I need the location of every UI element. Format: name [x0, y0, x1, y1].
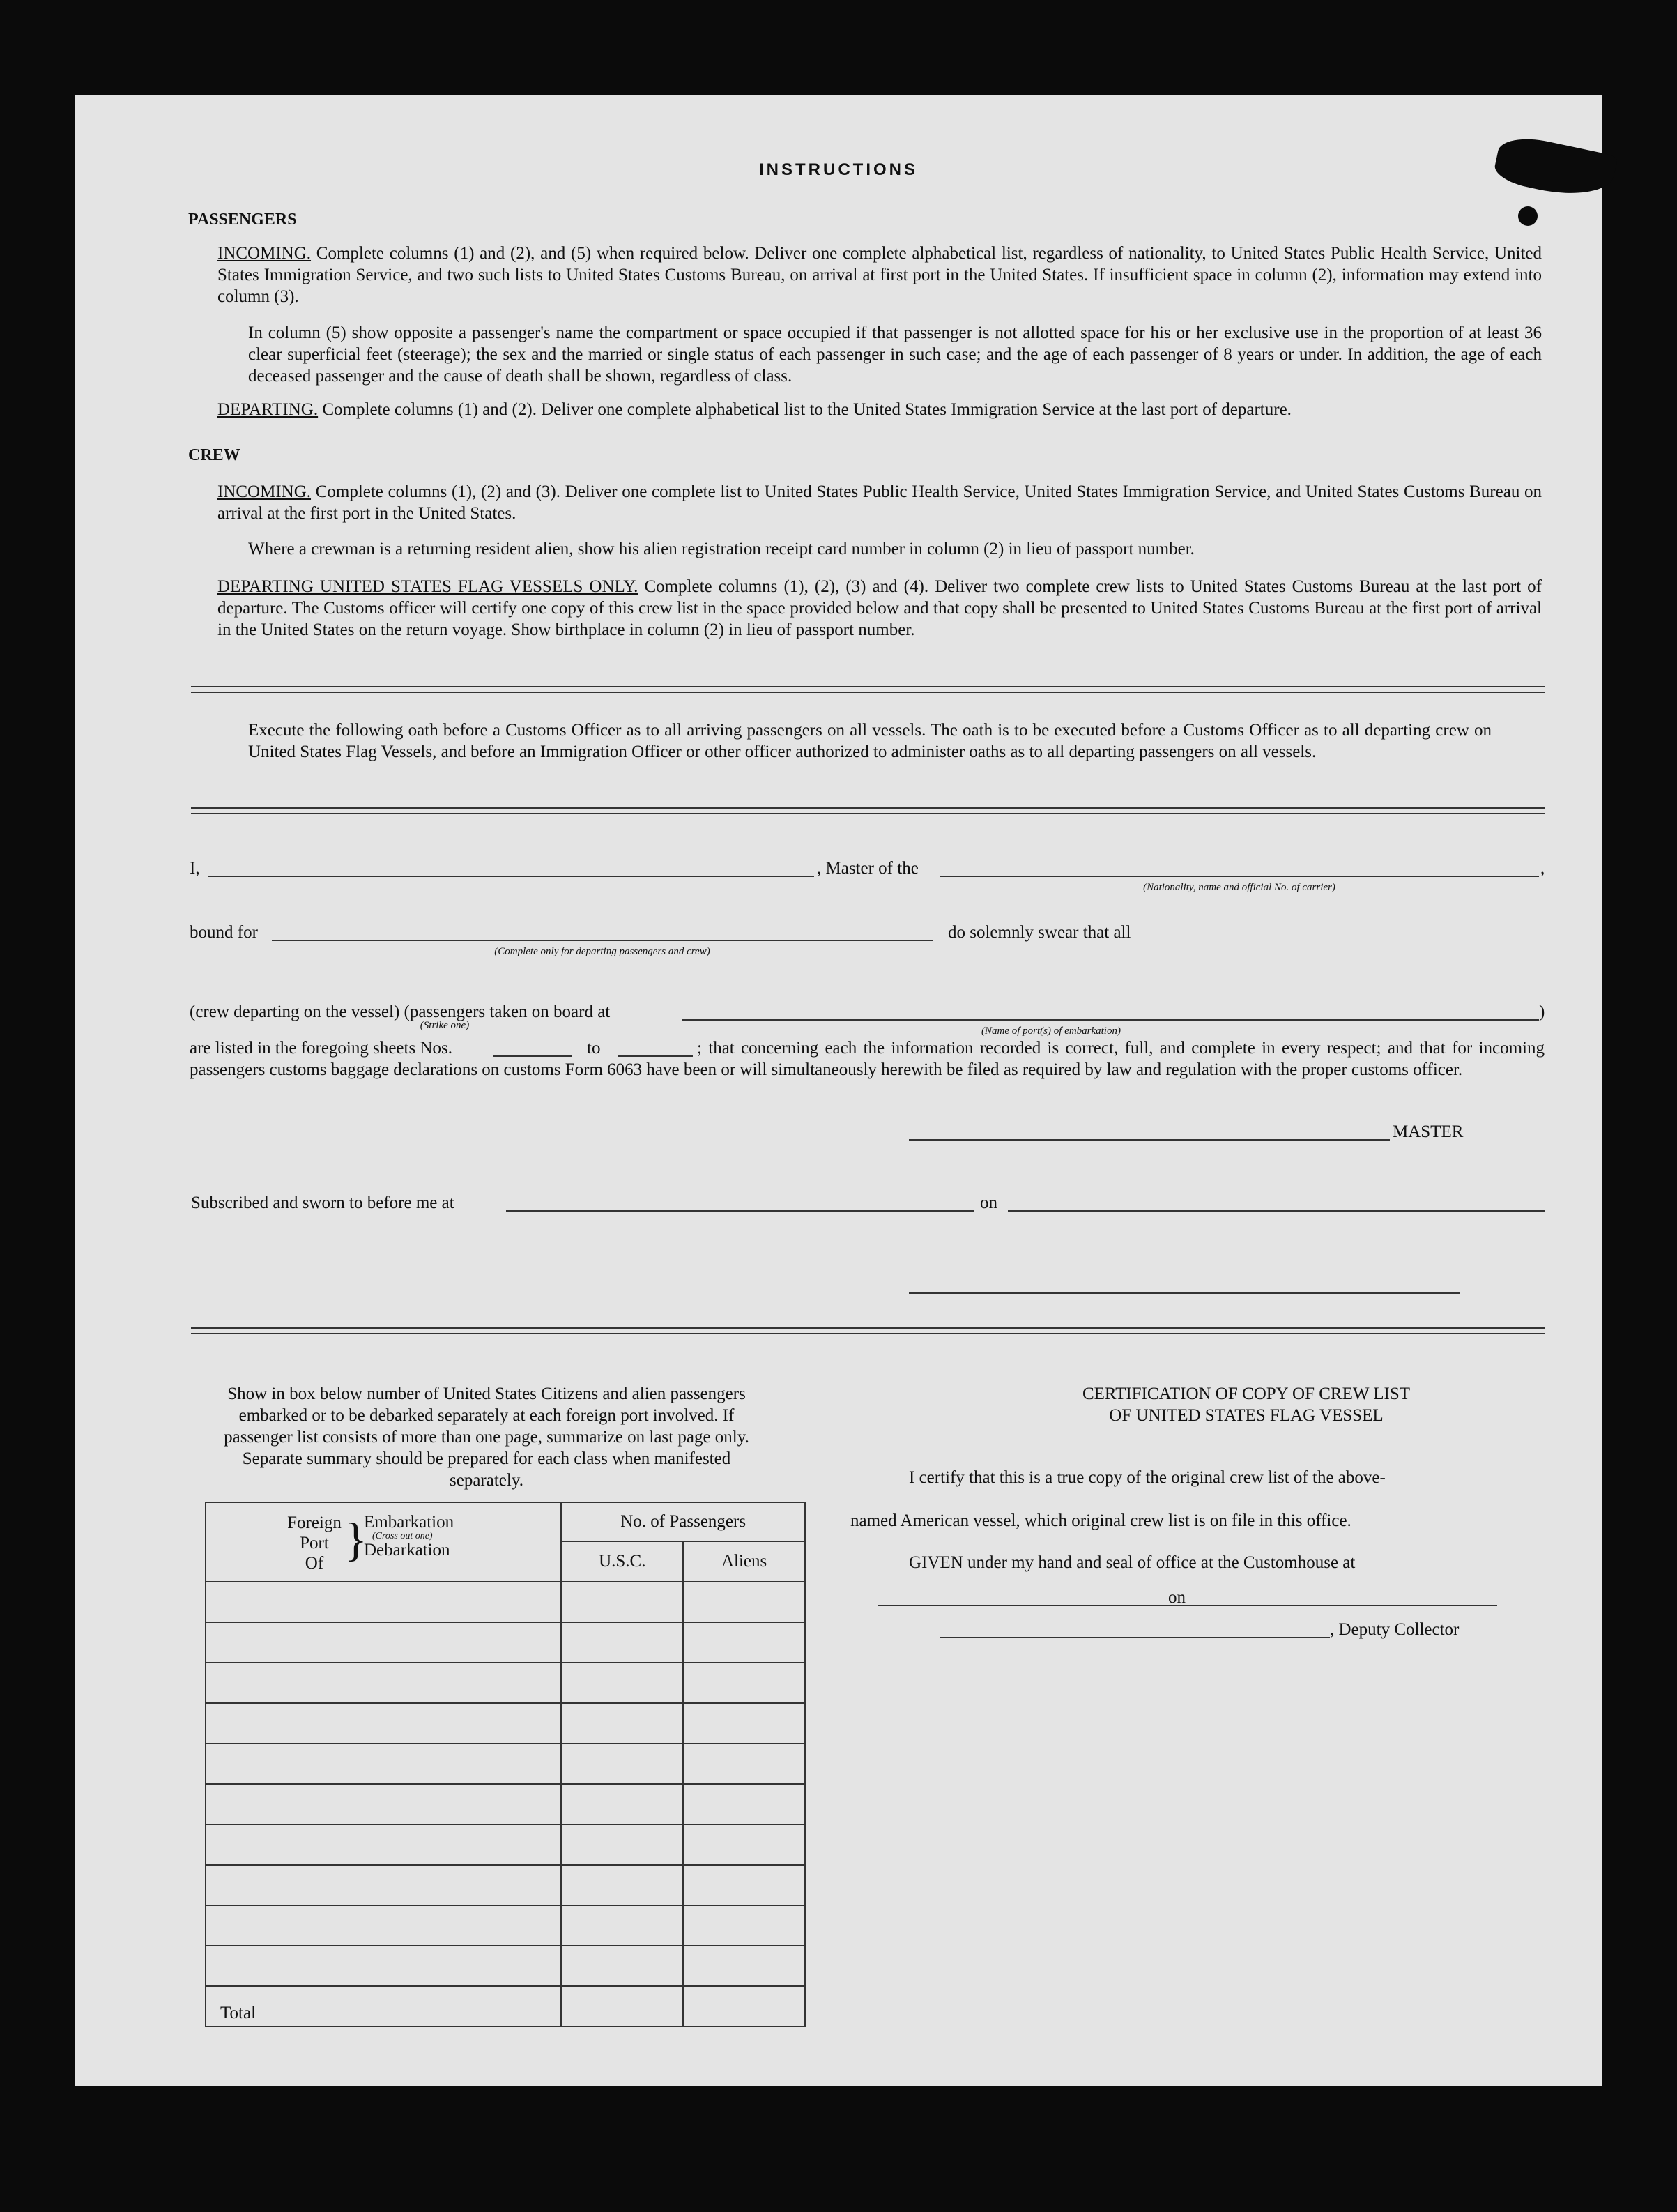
crew-incoming-text: Complete columns (1), (2) and (3). Deliver one complete list to United States Public Health Service, United States Immigration Service, and United States Customs Bureau on arrival at the first port in the United States. — [217, 482, 1542, 523]
table-row — [206, 1663, 805, 1703]
ports-caption: (Name of port(s) of embarkation) — [981, 1025, 1121, 1037]
master-signature-field[interactable] — [909, 1139, 1390, 1141]
ports-summary-table — [205, 1502, 806, 2027]
table-row — [206, 1744, 805, 1784]
bound-for-label: bound for — [190, 923, 258, 942]
bound-for-field[interactable] — [272, 940, 933, 941]
passengers-incoming-label: INCOMING. — [217, 244, 312, 263]
crew-departing-label: DEPARTING UNITED STATES FLAG VESSELS ONLY. — [217, 577, 638, 596]
aliens-cell[interactable] — [683, 1784, 805, 1824]
comma: , — [1540, 859, 1545, 878]
port-cell[interactable] — [206, 1622, 561, 1663]
table-row — [206, 1582, 805, 1622]
table-row — [206, 1784, 805, 1824]
carrier-field[interactable] — [940, 876, 1539, 877]
subscribed-label: Subscribed and sworn to before me at — [191, 1193, 454, 1212]
certify-text-line2: named American vessel, which original crew list is on file in this office. — [850, 1511, 1351, 1530]
listed-label: are listed in the foregoing sheets Nos. — [190, 1039, 452, 1058]
master-label: MASTER — [1393, 1122, 1464, 1141]
aliens-cell[interactable] — [683, 1582, 805, 1622]
usc-header: U.S.C. — [561, 1541, 683, 1582]
usc-cell[interactable] — [561, 1663, 683, 1703]
bound-for-caption: (Complete only for departing passengers and crew) — [494, 946, 710, 957]
table-row — [206, 1622, 805, 1663]
port-cell[interactable] — [206, 1703, 561, 1744]
passengers-incoming-paragraph — [217, 243, 1542, 307]
usc-cell[interactable] — [561, 1703, 683, 1744]
aliens-cell[interactable] — [683, 1824, 805, 1865]
usc-total-cell[interactable] — [561, 1986, 683, 2027]
certification-title — [898, 1383, 1595, 1426]
listed-rest-text: ; that concerning each the information recorded is correct, full, and complete in every respect; and that for incoming passengers customs baggage declarations on customs Form 6063 have been or will simultaneously herewith be filed as required by law and regulation with the proper customs officer. — [190, 1039, 1545, 1079]
port-cell[interactable] — [206, 1784, 561, 1824]
crew-heading: CREW — [188, 446, 240, 464]
strike-caption: (Strike one) — [420, 1020, 470, 1031]
divider — [191, 686, 1545, 693]
close-paren: ) — [1539, 1002, 1545, 1021]
crew-incoming-paragraph — [217, 481, 1542, 524]
aliens-total-cell[interactable] — [683, 1986, 805, 2027]
certify-text-line1: I certify that this is a true copy of the original crew list of the above- — [909, 1468, 1386, 1487]
certification-title-line2: OF UNITED STATES FLAG VESSEL — [1109, 1406, 1384, 1425]
page-title: INSTRUCTIONS — [759, 160, 918, 179]
port-label: Port — [300, 1534, 329, 1553]
foreign-label: Foreign — [287, 1513, 342, 1532]
sworn-on-label: on — [980, 1193, 997, 1212]
master-name-field[interactable] — [208, 876, 814, 877]
usc-cell[interactable] — [561, 1865, 683, 1905]
divider — [191, 1327, 1545, 1334]
total-label: Total — [206, 1986, 561, 2027]
of-label: Of — [305, 1554, 324, 1573]
port-header-cell — [206, 1502, 561, 1582]
aliens-cell[interactable] — [683, 1865, 805, 1905]
port-cell[interactable] — [206, 1905, 561, 1946]
customhouse-field[interactable] — [878, 1605, 1241, 1606]
form-sheet — [75, 95, 1602, 2086]
deputy-collector-label: , Deputy Collector — [1330, 1620, 1460, 1639]
passengers-incoming-text: Complete columns (1) and (2), and (5) when required below. Deliver one complete alphabetical list, regardless of nationality, to United States Public Health Service, United States Immigration Service, and two such lists to United States Customs Bureau, on arrival at first port in the United States. If insufficient space in column (2), information may extend into column (3). — [217, 244, 1542, 306]
crew-departing-paragraph — [217, 576, 1542, 641]
master-of-label: , Master of the — [817, 859, 919, 878]
aliens-cell[interactable] — [683, 1703, 805, 1744]
sworn-place-field[interactable] — [506, 1210, 974, 1212]
debarkation-label: Debarkation — [364, 1541, 450, 1559]
passengers-count-header: No. of Passengers — [561, 1502, 805, 1541]
usc-cell[interactable] — [561, 1622, 683, 1663]
usc-cell[interactable] — [561, 1744, 683, 1784]
table-row — [206, 1946, 805, 1986]
oath-i-label: I, — [190, 859, 200, 878]
crew-incoming-label: INCOMING. — [217, 482, 312, 501]
cross-out-caption: (Cross out one) — [372, 1531, 433, 1541]
table-row — [206, 1703, 805, 1744]
certify-on-label: on — [1168, 1588, 1186, 1607]
to-label: to — [587, 1039, 601, 1058]
total-row — [206, 1986, 805, 2027]
brace-icon: } — [344, 1513, 367, 1566]
table-row — [206, 1824, 805, 1865]
port-cell[interactable] — [206, 1582, 561, 1622]
aliens-cell[interactable] — [683, 1946, 805, 1986]
passengers-departing-text: Complete columns (1) and (2). Deliver one complete alphabetical list to the United States Immigration Service at the last port of departure. — [322, 400, 1292, 419]
summary-instructions: Show in box below number of United States Citizens and alien passengers embarked or to be debarked separately at each foreign port involved. If passenger list consists of more than one page, summarize on last page only. Separate summary should be prepared for each class when manifested separately. — [224, 1385, 749, 1490]
port-cell[interactable] — [206, 1744, 561, 1784]
swear-label: do solemnly swear that all — [948, 923, 1131, 942]
passengers-departing-label: DEPARTING. — [217, 400, 319, 419]
crew-resident-alien-paragraph: Where a crewman is a returning resident alien, show his alien registration receipt card number in column (2) in lieu of passport number. — [248, 540, 1195, 558]
officer-signature-field[interactable] — [909, 1292, 1460, 1294]
aliens-cell[interactable] — [683, 1622, 805, 1663]
certification-title-line1: CERTIFICATION OF COPY OF CREW LIST — [1082, 1385, 1411, 1403]
carrier-caption: (Nationality, name and official No. of carrier) — [1143, 882, 1335, 893]
usc-cell[interactable] — [561, 1905, 683, 1946]
crew-departing-label: (crew departing on the vessel) (passengers taken on board at — [190, 1002, 611, 1021]
passengers-departing-paragraph — [217, 399, 1542, 420]
deputy-signature-field[interactable] — [940, 1637, 1330, 1638]
oath-instructions: Execute the following oath before a Customs Officer as to all arriving passengers on all vessels. The oath is to be executed before a Customs Officer as to all departing crew on United States Flag Vessels, and before an Immigration Officer or other officer authorized to administer oaths as to all departing passengers on all vessels. — [248, 721, 1492, 761]
divider — [191, 807, 1545, 814]
port-cell[interactable] — [206, 1946, 561, 1986]
aliens-cell[interactable] — [683, 1744, 805, 1784]
aliens-cell[interactable] — [683, 1905, 805, 1946]
usc-cell[interactable] — [561, 1824, 683, 1865]
certify-date-field[interactable] — [1199, 1605, 1497, 1606]
given-text: GIVEN under my hand and seal of office at the Customhouse at — [909, 1553, 1356, 1572]
table-row — [206, 1865, 805, 1905]
usc-cell[interactable] — [561, 1582, 683, 1622]
punch-hole-icon — [1518, 206, 1538, 226]
table-row — [206, 1905, 805, 1946]
usc-cell[interactable] — [561, 1784, 683, 1824]
aliens-header: Aliens — [683, 1541, 805, 1582]
sworn-date-field[interactable] — [1008, 1210, 1545, 1212]
aliens-cell[interactable] — [683, 1663, 805, 1703]
crew-departing-text: Complete columns (1), (2), (3) and (4). Deliver two complete crew lists to United States Customs Bureau at the last port of departure. The Customs officer will certify one copy of this crew list in the space provided below and that copy shall be presented to United States Customs Bureau at the first port of arrival in the United States on the return voyage. Show birthplace in column (2) in lieu of passport number. — [217, 577, 1542, 639]
embarkation-label: Embarkation — [364, 1513, 454, 1532]
passengers-column5-paragraph: In column (5) show opposite a passenger's name the compartment or space occupied if that passenger is not allotted space for his or her exclusive use in the proportion of at least 36 clear superficial feet (steerage); the sex and the married or single status of each passenger in such case; and the age of each passenger of 8 years or under. In addition, the age of each deceased passenger and the cause of death shall be shown, regardless of class. — [248, 323, 1542, 386]
port-cell[interactable] — [206, 1865, 561, 1905]
embarkation-port-field[interactable] — [682, 1019, 1539, 1021]
passengers-heading: PASSENGERS — [188, 211, 297, 229]
port-cell[interactable] — [206, 1824, 561, 1865]
usc-cell[interactable] — [561, 1946, 683, 1986]
port-cell[interactable] — [206, 1663, 561, 1703]
